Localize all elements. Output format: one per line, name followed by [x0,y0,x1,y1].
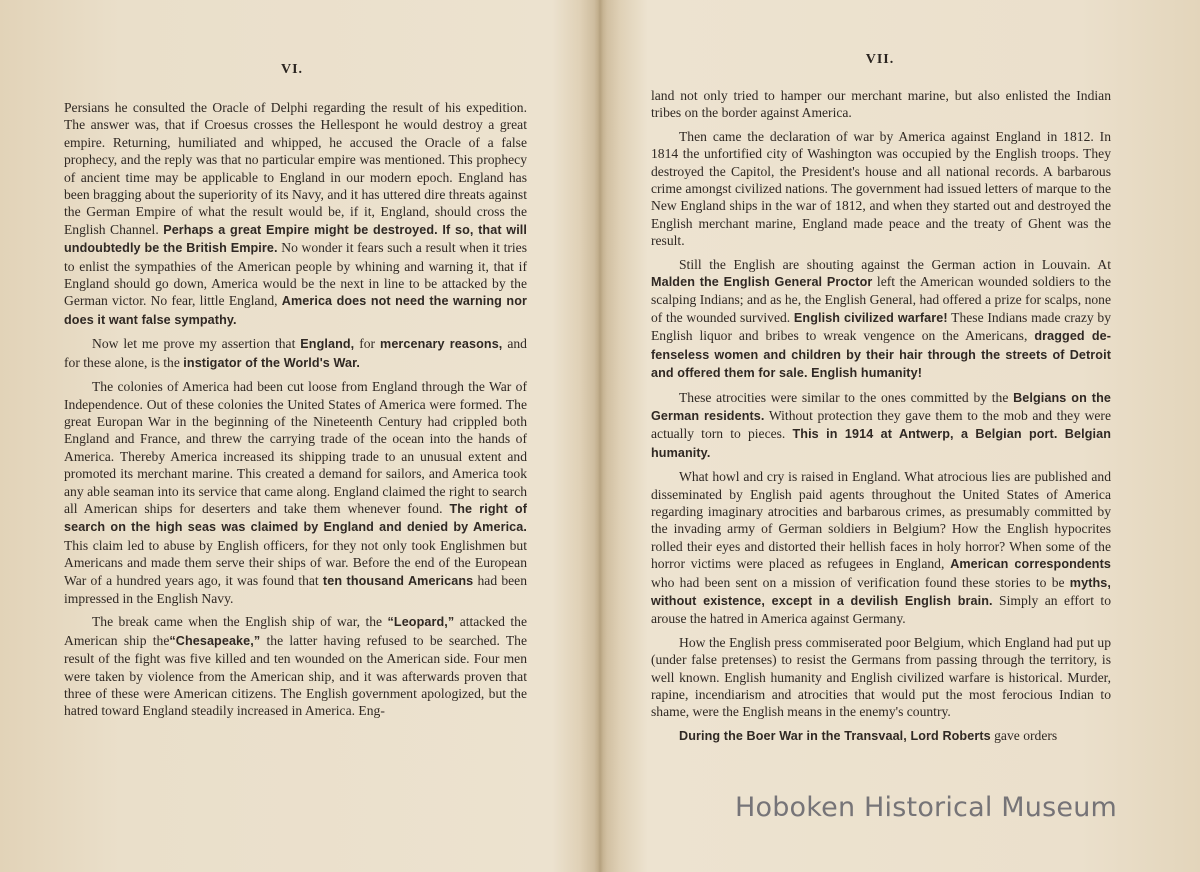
body-text: Without protection they gave them to the mob and they were actually torn to pieces. [651,407,1111,442]
bold-text: The right of search on the high seas was claimed by England and denied by America. [64,501,527,535]
bold-text: During the Boer War in the Transvaal, Lord Roberts [679,728,991,743]
bold-text: Belgians on the German residents. [651,390,1112,423]
bold-text: mercenary reasons, [380,337,503,352]
body-text: How the English press commiserated poor Belgium, which England had put up (under false pretenses) to resist the Germans from passing through the territory, is well known. English humanity and English civilized warfare is historical. Murder, rapine, incendiarism and atrocities that would put the most ferocious Indian to shame, were the English means in the enemy's country. [651,634,1111,720]
bold-text: myths, without existence, except in a devilish English brain. [651,575,1111,608]
body-text: These Indians made crazy by English liquor and bribes to wreak vengence on the Americans, [651,309,1111,344]
bold-text: dragged defenseless women and children by their hair through the streets of Detroit and offered them for sale. English humanity! [651,329,1111,381]
body-text: These atrocities were similar to the ones committed by the [679,389,1014,405]
bold-text: America does not need the warning nor does it want false sympathy. [64,294,527,327]
paragraph [651,468,1111,628]
paragraph [64,613,527,719]
body-text: had been impressed in the English Navy. [64,572,527,606]
body-text: What howl and cry is raised in England. What atrocious lies are published and disseminated by English paid agents throughout the United States of America regarding imaginary atrocities and barbarous crimes, as presumably committed by the invading army of German soldiers in Belgium? How the English hypocrites rolled their eyes and distorted their hellish faces in holy horror? When some of the horror victims were placed as refugees in England, [651,469,1111,572]
body-text: The colonies of America had been cut loose from England through the War of Independence. Out of these colonies the United States of America were formed. The great Europan War in the beginning of the Nineteenth Century had crippled both England and France, and threw the carrying trade of the ocean into the hands of America. Thereby America increased its shipping trade to an unusual extent and promoted its merchant marine. This created a demand for sailors, and America took any able seaman into its service that came along. England claimed the right to search all American ships for deserters and take them whenever found. [64,379,527,516]
right-page [600,0,1200,872]
body-text: who had been sent on a mission of verification found these stories to be [651,574,1070,590]
paragraph [651,256,1111,383]
body-text: land not only tried to hamper our merchant marine, but also enlisted the Indian tribes on the border against America. [651,88,1111,121]
body-text: The break came when the English ship of war, the [92,614,388,630]
page-number: VI. [280,62,304,77]
body-text: attacked the American ship the [64,614,527,648]
paragraph [651,389,1111,463]
watermark: Hoboken Historical Museum [735,792,1118,823]
bold-text: American correspondents [950,557,1111,572]
body-text: Simply an effort to arouse the hatred in America against Germany. [651,592,1111,627]
body-text: for [354,336,381,352]
paragraph [64,378,527,607]
body-text: Then came the declaration of war by America against England in 1812. In 1814 the unfortified city of Washington was occupied by the English troops. They destroyed the Capitol, the President's house and all national records. A barbarous crime amongst civilized nations. The government had issued letters of marque to the New England ships in the war of 1812, and when they started out and destroyed the English merchant marine, England made peace and the treaty of Ghent was the result. [651,128,1111,249]
body-text: gave orders [990,727,1058,743]
bold-text: instigator of the World's War. [183,355,361,370]
bold-text: English civilized warfare! [793,310,948,325]
paragraph [651,727,1111,745]
body-text: and for these alone, is the [64,336,527,370]
bold-text: “Chesapeake,” [169,633,261,648]
page-number: VII. [865,52,895,67]
bold-text: England, [300,337,355,352]
bold-text: This in 1914 at Antwerp, a Belgian port. Belgian humanity. [651,427,1111,460]
paragraph [651,128,1111,250]
body-text: Now let me prove my assertion that [92,336,301,352]
bold-text: Perhaps a great Empire might be destroyed. If so, that will undoubtedly be the British Empire. [64,222,527,256]
body-text: Persians he consulted the Oracle of Delphi regarding the result of his expedition. The answer was, that if Croesus crosses the Hellespont he would destroy a great empire. Returning, humiliated and whipped, he accused the Oracle of a false prophecy, and the reply was that no particular empire was mentioned. This prophecy of ancient time may be applicable to England in our modern epoch. England has been bragging about the superiority of its Navy, and it has uttered dire threats against the German Empire of what the result would be, if it, England, should cross the English Channel. [64,100,527,237]
paragraph [651,634,1111,721]
paragraph [651,87,1111,122]
body-text: No wonder it fears such a result when it tries to enlist the sympathies of the American people by whining and warning it, that if England should go down, America would be the next in line to be attacked by the German victor. No fear, little England, [64,240,527,309]
bold-text: Malden the English General Proctor [651,275,873,290]
page-body-text [651,87,1111,751]
body-text: This claim led to abuse by English officers, for they not only took Englishmen but Americans and made them serve their ships of war. Before the end of the European War of a hundred years ago, it was found that [64,537,527,588]
bold-text: “Leopard,” [387,615,455,630]
bold-text: ten thousand Americans [322,573,474,588]
body-text: Still the English are shouting against the German action in Louvain. At [679,256,1111,272]
body-text: left the American wounded soldiers to the scalping Indians; and as he, the English General, had offered a prize for scalps, none of the wounded survived. [651,274,1112,325]
left-page [0,0,592,872]
paragraph [64,335,527,372]
paragraph [64,99,527,329]
body-text: the latter having refused to be searched. The result of the fight was five killed and ten wounded on the American side. Four men were taken by violence from the American ship, and it was afterwards proven that three of these were American citizens. The English government apologized, but the hatred toward England steadily increased in America. Eng- [64,632,527,719]
page-body-text [64,99,527,726]
